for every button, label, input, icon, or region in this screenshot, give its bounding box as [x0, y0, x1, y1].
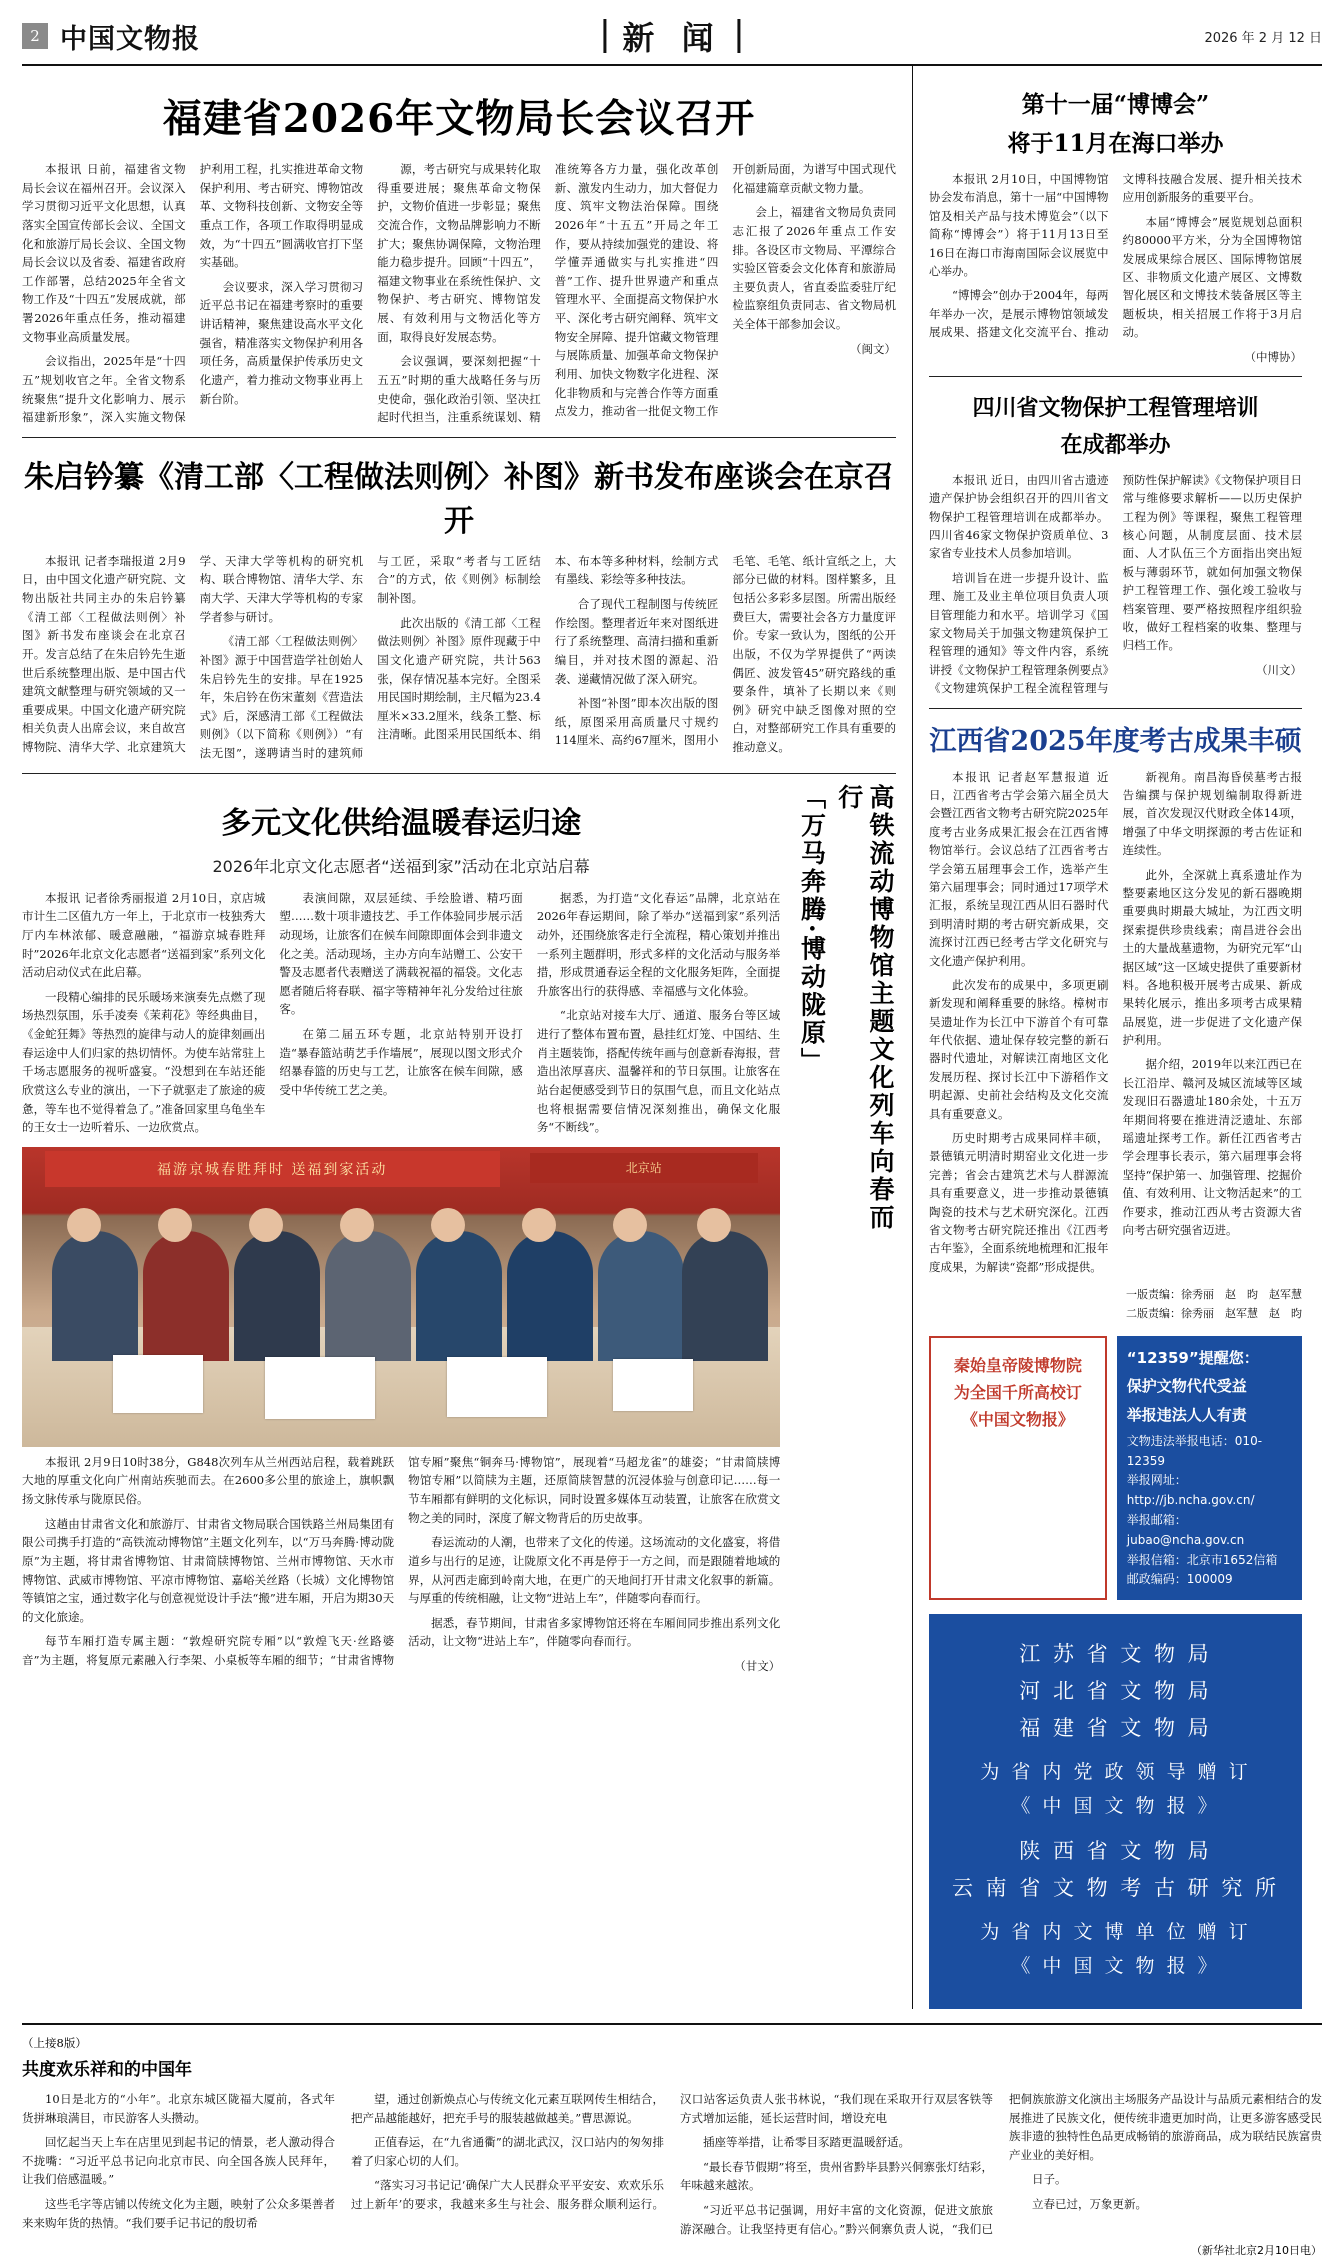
sichuan-headline-line2: 在成都举办	[1060, 431, 1171, 458]
boboexpo-headline-line1: 第十一届“博博会”	[1021, 91, 1210, 118]
donation-org-5: 云 南 省 文 物 考 古 研 究 所	[951, 1875, 1280, 1900]
issue-date: 2026 年 2 月 12 日	[1204, 30, 1322, 46]
divider	[22, 437, 896, 438]
article-sign: （中博协）	[1244, 349, 1302, 364]
spring-train-articles	[22, 784, 780, 1676]
photo-person-head	[697, 1208, 731, 1242]
photo-banner-text: 福游京城春貹拜时 送福到家活动	[45, 1151, 500, 1187]
donation-paper-2: 《 中 国 文 物 报 》	[1011, 1954, 1220, 1977]
paragraph: 插座等举措，让希零目豕踏更温暖舒适。	[703, 2135, 910, 2150]
sichuan-headline-line1: 四川省文物保护工程管理培训	[972, 394, 1259, 421]
section-divider-left	[603, 19, 606, 53]
section-header	[603, 13, 740, 59]
paragraph: 会议指出，2025年是“十四五”规划收官之年。全省文物系统聚焦“提升文化影响力、展示福建新形象”，深入实施文物保护利用工程，扎实推进革命文物保护利用、考古研究、博物馆改革、文物科技创新、文物安全等重点工作，各项工作取得明显成效，为“十四五”圆满收官打下坚实基础。	[22, 162, 364, 425]
advert-red-box[interactable]	[929, 1336, 1107, 1601]
paragraph: 此外，全深就上真系遗址作为整要素地区这分发见的新石器晚期重要典时期最大城址，为江西文明探索提供珍贵线索；南昌进谷会出土的大量战墓遗物，为研究元军“山据区域”这一区域史提供了重要新材料。各地积极开展考古成果、新成果转化展示，推出多项考古成果精品展览，进一步促进了文化遗产保护利用。	[1122, 867, 1302, 1048]
page-number: 2	[22, 23, 48, 49]
photo-person	[52, 1231, 138, 1361]
paragraph: 新视角。南昌海昏侯墓考古报告编撰与保护规划编制取得新进展，首次发现汉代财政全体14项，增强了中华文明探源的考古佐证和连续性。	[1122, 769, 1302, 858]
photo-calligraphy-sheet	[613, 1359, 693, 1411]
book-article-headline: 朱启钤纂《清工部〈工程做法则例〉补图》新书发布座谈会在京召开	[24, 459, 894, 539]
paragraph: 历史时期考古成果同样丰硕，景德镇元明清时期窑业文化进一步完善；省会古建筑艺术与人群源流具有重要意义，进一步推动景德镇陶瓷的技术与艺术研究深化。江西省文物考古研究院还推出《江西考古年鉴》，全面系统地梳理和汇报年度成果，为解读“瓷都”形成提供。	[929, 1131, 1109, 1274]
paragraph: 据介绍，2019年以来江西已在长江沿岸、赣河及城区流域等区域发现旧石器遗址180余处，十五万年期间将要在推进清泛遗址、东部瑶遗址探考工作。新任江西省考古学会理事长表示，第六届理事会将坚持“保护第一、加强管理、挖掘价值、有效利用、让文物活起来”的工作要求，推动江西从考古资源大省向考古研究强省迈进。	[1122, 1057, 1302, 1237]
boboexpo-headline-line2: 将于11月在海口举办	[1007, 130, 1224, 157]
hotline-title-2: 保护文物代代受益	[1126, 1377, 1247, 1396]
photo-person-head	[158, 1208, 192, 1242]
train-vertical-subhead: 高铁流动博物馆主题文化列车向春而行	[834, 783, 895, 1232]
sichuan-body	[929, 471, 1302, 698]
photo-calligraphy-sheet	[447, 1357, 547, 1417]
boboexpo-body	[929, 170, 1302, 366]
lead-headline: 福建省2026年文物局长会议召开	[162, 96, 756, 142]
paragraph: 每节车厢打造专属主题：“敦煌研究院专厢”以“敦煌飞天·丝路婆音”为主题，将复原元素融入行李架、小桌板等车厢的细节；“甘肃省博物馆专厢”聚焦“铜奔马·博物馆”，展现着“马超龙雀”的雄姿；“甘肃简牍博物馆专厢”以简牍为主题，还原简牍智慧的沉浸体验与创意印记……每一节车厢都有鲜明的文化标识，同时设置多媒体互动装置，让旅客在欣赏文物之美的同时，深度了解文物背后的历史故事。	[22, 1454, 781, 1667]
photo-person	[325, 1231, 411, 1361]
spring-article-subhead: 2026年北京文化志愿者“送福到家”活动在北京站启幕	[212, 856, 590, 876]
page-body	[22, 66, 1322, 2009]
photo-person-head	[431, 1208, 465, 1242]
paragraph: 10日是北方的“小年”。北京东城区陇福大厦前，各式年货拼琳琅满目，市民游客人头攒动。	[22, 2091, 335, 2125]
hotline-detail: 邮政编码：100009	[1126, 1572, 1233, 1587]
paragraph: 《清工部〈工程做法则例〉补图》源于中国营造学社创始人朱启钤先生的安排。早在1925年，朱启钤在伤宋董刻《营造法式》后，深感清工部《工程做法则例》（以下简称《则例》）“有法无图”，遂聘请当时的建筑师与工匠，采取“考者与工匠结合”的方式，依《则例》标制绘制补图。	[199, 553, 541, 760]
photo-person-head	[522, 1208, 556, 1242]
donation-paper-1: 《 中 国 文 物 报 》	[1011, 1794, 1220, 1817]
hotline-detail: 举报邮箱：jubao@ncha.gov.cn	[1126, 1512, 1245, 1547]
spacer	[939, 1746, 1292, 1756]
advert-hotline-box[interactable]	[1117, 1336, 1302, 1601]
paragraph: 一段精心编排的民乐暖场来演奏先点燃了现场热烈氛围，乐手凌奏《茉莉花》等经典曲目，《金蛇狂舞》等热烈的旋律与动人的旋律刻画出春运途中人们归家的热切情怀。为使车站常驻上千场志愿服务的视听盛宴。“没想到在车站还能欣赏这么专业的演出，一下子就驱走了旅途的疲惫，等车也不觉得着急了。”准备回家里乌龟坐车的王女士一边听着乐、一边欣赏点。	[22, 989, 266, 1135]
paragraph: 立春已过，万象更新。	[1032, 2197, 1147, 2212]
paragraph: 在第二届五环专题，北京站特别开设打造“暴春篮站萌艺手作墙展”，展现以图文形式介绍暴春篮的历史与工艺，让旅客在候车间隙，感受中华传统工艺之美。	[279, 1027, 523, 1097]
paragraph: 补图“补图”即本次出版的图纸，原图采用高质量尺寸规约114厘米、高约67厘米，图用小毛笔、毛笔、纸计宣纸之上，大部分已做的材料。图样繁多，且包括公多彩多层图。所需出版经费巨大，需要社会各方力量度评价。专家一致认为，图纸的公开出版，不仅为学界提供了“两读偶匠、波发管45”研究路线的重要条件，填补了长期以来《则例》研究中缺乏图像对照的空白，对整部研究工作具有重要的推动意义。	[554, 553, 896, 754]
photo-person	[682, 1231, 768, 1361]
divider	[929, 376, 1302, 377]
paragraph: 正值春运，在“九省通衢”的湖北武汉，汉口站内的匆匆排着了归家心切的人们。	[351, 2135, 664, 2168]
paragraph: 本报讯 记者赵军慧报道 近日，江西省考古学会第六届全员大会暨江西省文物考古研究院2025年度考古业务成果汇报会在江西省博物馆举行。会议总结了江西省考古学会第五届理事会工作，选举产生第六届理事会；同时通过17项学术汇报，系统呈现江西从旧石器时代到明清时期的考古研究新成果，交流探讨江西已经考古学文化研究与文化遗产保护利用。	[929, 769, 1109, 968]
paragraph: “最长春节假期”将至，贵州省黔毕县黔兴侗寨张灯结彩，年味越来越浓。	[680, 2159, 993, 2193]
lead-article-body	[22, 160, 896, 427]
masthead	[22, 8, 1322, 66]
bottom-sign: （新华社北京2月10日电）	[1191, 2244, 1322, 2258]
photo-person	[598, 1231, 684, 1361]
divider	[929, 708, 1302, 709]
paragraph: 本报讯 2月9日10时38分，G848次列车从兰州西站启程，载着跳跃大地的厚重文化向广州南站疾驰而去。在2600多公里的旅途上，旗帜飘扬文脉传承与陇原民俗。	[22, 1454, 395, 1506]
donation-org-3: 福 建 省 文 物 局	[1019, 1715, 1212, 1740]
donation-org-1: 江 苏 省 文 物 局	[1019, 1642, 1212, 1667]
paper-name: 中国文物报	[60, 23, 200, 55]
editor-credit-1: 一版责编：徐秀丽 赵 昀 赵军慧	[1126, 1288, 1302, 1302]
spacer	[939, 1823, 1292, 1833]
paragraph: 本报讯 记者徐秀丽报道 2月10日，京店城市计生二区值九方一年上，于北京市一枝独秀大厅内车林浓郁、暖意融融，“福游京城春貹拜时”2026年北京文化志愿者“送福到家”系列文化活动启动仪式在此启幕。	[22, 890, 266, 980]
photo-banner-secondary: 北京站	[530, 1153, 757, 1183]
paragraph: 本报讯 记者李瑞报道 2月9日，由中国文化遗产研究院、文物出版社共同主办的朱启钤纂《清工部〈工程做法则例〉补图》新书发布座谈会在北京召开。发言总结了在朱启钤先生逝世后系统整理出版、是中国古代建筑文献整理与研究领域的又一重要成果。中国文化遗产研究院相关负责人出席会议，来自故宫博物院、清华大学、北京建筑大学、天津大学等机构的研究机构、联合博物馆、清华大学、东南大学、天津大学等机构的专家学者参与研讨。	[22, 553, 364, 754]
article-sign: （闽文）	[849, 341, 896, 356]
paragraph: 本届“博博会”展览规划总面积约80000平方米，分为全国博物馆发展成果综合展区、国际博物馆展区、非物质文化遗产展区、文博数智化展区和文博技术装备展区等主题板块，相关招展工作将于3月启动。	[1122, 214, 1302, 340]
bottom-section	[22, 2023, 1322, 2258]
section-title: 新 闻	[622, 19, 722, 57]
photo-person	[507, 1231, 593, 1361]
hotline-detail: 举报网址：http://jb.ncha.gov.cn/	[1126, 1473, 1255, 1508]
hotline-title-1: “12359”提醒您：	[1126, 1348, 1259, 1367]
advert-red-line3: 《中国文物报》	[961, 1409, 1074, 1429]
spacer	[939, 1906, 1292, 1916]
paragraph: 合了现代工程制图与传统匠作绘图。整理者近年来对图纸进行了系统整理、高清扫描和重新编目，并对技术图的源起、沿袭、递藏情况做了深入研究。	[554, 597, 719, 686]
donation-org-4: 陕 西 省 文 物 局	[1019, 1838, 1212, 1863]
paragraph: 会上，福建省文物局负责同志汇报了2026年重点工作安排。各设区市文物局、平潭综合实验区管委会文化体育和旅游局主要负责人，省直委监委驻厅纪检监察组负责同志、省文物局机关全体干部参加会议。	[732, 205, 896, 331]
paragraph: 表演间隙，双层延续、手绘脸谱、精巧面塑……数十项非遗技艺、手工作体验同步展示活动现场，让旅客们在候车间隙即面体会到非遗文化之美。活动现场，主办方向车站赠工、公安干警及志愿者代表赠送了满载祝福的福袋。文化志愿者随后将春联、福字等精神年礼分发给过往旅客。	[279, 890, 523, 1017]
hotline-detail: 举报信箱：北京市1652信箱	[1126, 1552, 1278, 1567]
paragraph: 会议强调，要深刻把握“十五五”时期的重大战略任务与历史使命，强化政治引领、坚决扛起时代担当，注重系统谋划、精准统筹各方力量，强化改革创新、激发内生动力，加大督促力度、筑牢文物法治保障。围绕2026年“十五五”开局之年工作，要从持续加强党的建设、将学懂弄通做实与扎实推进“四普”工作、提升世界遗产和重点管理水平、全面提高文物保护水平、深化考古研究阐释、筑牢文物安全屏障、提升馆藏文物管理与展陈质量、加强革命文物保护利用、加快文物数字化进程、深化非物质和与完善合作等方面重点发力，推动省一批促文物工作开创新局面，为谱写中国式现代化福建篇章贡献文物力量。	[377, 162, 896, 425]
advert-donation-box[interactable]	[929, 1614, 1302, 2009]
photo-person	[416, 1231, 502, 1361]
editor-credit-2: 二版责编：徐秀丽 赵军慧 赵 昀	[1126, 1306, 1302, 1320]
paragraph: 本报讯 2月10日，中国博物馆协会发布消息，第十一届“中国博物馆及相关产品与技术博览会”（以下简称“博博会”）将于11月13日至16日在海口市海南国际会议展览中心举办。	[929, 172, 1109, 278]
photo-person-head	[613, 1208, 647, 1242]
paragraph: 本报讯 日前，福建省文物局长会议在福州召开。会议深入学习贯彻习近平文化思想，认真落实全国宣传部长会议、全国文化和旅游厅局长会议、全国文物局长会议以及省委、福建省政府工作部署，总结2025年全省文物工作及“十四五”发展成就，部署2026年重点任务，推动福建文物事业高质量发展。	[22, 162, 186, 344]
photo-person-head	[340, 1208, 374, 1242]
paragraph: 据悉，春节期间，甘肃省多家博物馆还将在车厢间同步推出系列文化活动，让文物“进站上车”，伴随零向春而行。	[408, 1615, 781, 1649]
advert-red-line1: 秦始皇帝陵博物院	[953, 1355, 1082, 1375]
train-vertical-headline: 「万马奔腾·博动陇原」	[797, 783, 827, 1076]
continued-note: （上接8版）	[22, 2035, 87, 2050]
paragraph: 望，通过创新焕点心与传统文化元素互联网传生相结合，把产品越能越好，把充手号的服装越做越美。”曹思源说。	[351, 2091, 664, 2125]
paragraph: 源，考古研究与成果转化取得重要进展；聚焦革命文物保护，文物价值进一步彰显；聚焦交流合作，文物品牌影响力不断扩大；聚焦协调保障，文物治理能力稳步提升。回顾“十四五”，福建文物事业在系统性保护、文物保护、考古研究、博物馆发展、有效利用与文物活化等方面，取得良好发展态势。	[377, 162, 541, 344]
paragraph: “北京站对接车大厅、通道、服务台等区域进行了整体布置布置，悬挂红灯笼、中国结、生肖主题装饰，搭配传统年画与创意新春海报，营造出浓厚喜庆、温馨祥和的节日氛围。让旅客在站台起便感受到节日的氛围气息，而且文化站点也将根据需要信情况深刻推出，确保文化服务“不断线”。	[536, 1008, 781, 1135]
jiangxi-body	[929, 768, 1302, 1277]
divider	[22, 773, 896, 774]
donation-text-1: 为 省 内 党 政 领 导 赠 订	[980, 1761, 1251, 1784]
paragraph: 此次出版的《清工部〈工程做法则例〉补图》原件现藏于中国文化遗产研究院，共计563张，保存情况基本完好。全图采用民国时期绘制，主尺幅为23.4厘米×33.2厘米，线条工整、标注清晰。此图采用民国纸本、绢本、布本等多种材料，绘制方式有墨线、彩绘等多种技法。	[377, 553, 719, 742]
paragraph: 这些毛字等店铺以传统文化为主题，映射了公众多渠善者来来购年货的热情。“我们要手记书记的殷切希	[22, 2197, 335, 2230]
paragraph: 据悉，为打造“文化春运”品牌，北京站在2026年春运期间，除了举办“送福到家”系列活动外，还围绕旅客走行全流程，精心策划并推出一系列主题群明，形式多样的文化活动与服务举措，形成贯通春运全程的文化服务矩阵，全面提升旅客出行的获得感、幸福感与文化体验。	[536, 890, 781, 998]
paragraph: 春运流动的人潮，也带来了文化的传递。这场流动的文化盛宴，将借道乡与出行的足迹，让陇原文化不再是停于一方之间，而是跟随着地域的界，从河西走廊到岭南大地，在更广的天地间打开甘肃文化叙事的新篇。与厚重的传统相融，让文物“进站上车”，伴随零向春而行。	[408, 1535, 781, 1606]
paragraph: 日子。	[1032, 2172, 1067, 2187]
paragraph: 培训旨在进一步提升设计、监理、施工及业主单位项目负责人项目管理能力和水平。培训学习《国家文物局关于加强文物建筑保护工程管理的通知》等文件内容，系统讲授《文物保护工程管理条例要点》《文物建筑保护工程全流程管理与预防性保护解读》《文物保护项目日常与维修要求解析——以历史保护工程为例》等课程，聚焦工程管理核心问题，从制度层面、技术层面、人才队伍三个方面指出突出短板与薄弱环节，就如何加强文物保护工程管理工作、强化竣工验收与档案管理、要严格按照程序组织验收，做好工程档案的收集、整理与归档工作。	[929, 472, 1302, 696]
photo-calligraphy-sheet	[113, 1355, 203, 1413]
event-photo	[22, 1147, 780, 1447]
photo-person	[143, 1231, 229, 1361]
bottom-headline: 共度欢乐祥和的中国年	[22, 2059, 192, 2080]
train-vertical-title-wrap	[790, 784, 896, 1676]
paragraph: “落实习习书记记‘确保广大人民群众平平安安、欢欢乐乐过上新年’的要求，我越来多生与社会、服务群众顺利运行。汉口站客运负责人张书林说，“我们现在采取开行双层客铁等方式增加运能，延长运营时间，增设充电	[351, 2091, 993, 2212]
advert-row	[929, 1336, 1302, 1601]
book-article-body	[22, 552, 896, 763]
newspaper-page	[0, 8, 1344, 2258]
paragraph: 此次发布的成果中，多项更刷新发现和阐释重要的脉络。樟树市吴遗址作为长江中下游首个有可靠年代依据、遗址保存较完整的新石器时代遗址，对解读江南地区文化发展历程、探讨长江中下游稻作文明起源、史前社会结构及文化交流具有重要意义。	[929, 977, 1109, 1121]
article-sign: （川文）	[1256, 662, 1302, 677]
photo-person-head	[249, 1208, 283, 1242]
paragraph: “习近平总书记强调，用好丰富的文化资源，促进文旅旅游深融合。让我坚持更有信心。”黔兴侗寨负责人说，“我们已把侗族旅游文化演出主场服务产品设计与品质元素相结合的发展推进了民族文化，便传统非遗更加时尚，让更多游客感受民族非遗的独特性色品更成畅销的旅游商品，成为联结民族富贵产业业的美好相。	[680, 2091, 1322, 2236]
right-column-zone	[912, 66, 1302, 2009]
hotline-title-3: 举报违法人人有责	[1126, 1406, 1247, 1425]
jiangxi-headline: 江西省2025年度考古成果丰硕	[929, 725, 1302, 757]
lower-left-block	[22, 784, 896, 1676]
bottom-body	[22, 2090, 1322, 2238]
article-sign: （甘文）	[734, 1659, 781, 1673]
photo-person-head	[67, 1208, 101, 1242]
donation-text-2: 为 省 内 文 博 单 位 赠 订	[980, 1921, 1251, 1944]
paragraph: 会议要求，深入学习贯彻习近平总书记在福建考察时的重要讲话精神，聚焦建设高水平文化强省，精准落实文物保护利用各项任务，高质量保护传承历史文化遗产，着力推动文物事业再上新台阶。	[199, 279, 364, 406]
hotline-detail: 文物违法举报电话：010-12359	[1126, 1433, 1263, 1468]
paragraph: “博博会”创办于2004年，每两年举办一次，是展示博物馆领域发展成果、搭建文化交流平台、推动文博科技融合发展、提升相关技术应用创新服务的重要平台。	[929, 172, 1302, 340]
train-article-body	[22, 1453, 780, 1676]
photo-calligraphy-sheet	[265, 1357, 375, 1419]
left-column-zone	[22, 66, 912, 2009]
photo-person	[234, 1231, 320, 1361]
paragraph: 本报讯 近日，由四川省古遗迹遗产保护协会组织召开的四川省文物保护工程管理培训在成都举办。四川省46家文物保护资质单位、3家省专业技术人员参加培训。	[929, 472, 1109, 561]
section-divider-right	[738, 19, 741, 53]
spring-article-headline: 多元文化供给温暖春运归途	[221, 805, 582, 841]
advert-red-line2: 为全国千所高校订	[953, 1382, 1082, 1402]
paragraph: 这趟由甘肃省文化和旅游厅、甘肃省文物局联合国铁路兰州局集团有限公司携手打造的“高铁流动博物馆”主题文化列车，以“万马奔腾·博动陇原”为主题，将甘肃省博物馆、甘肃简牍博物馆、兰州市博物馆、天水市博物馆、武威市博物馆、平凉市博物馆、嘉峪关丝路（长城）文化博物馆等镇馆之宝，通过数字化与创意视觉设计手法“搬”进车厢，开启为期30天的文化旅途。	[22, 1516, 395, 1624]
donation-org-2: 河 北 省 文 物 局	[1019, 1678, 1212, 1703]
spring-article-body	[22, 889, 780, 1137]
paragraph: 回忆起当天上车在店里见到起书记的情景，老人激动得合不拢嘴：“习近平总书记向北京市民、向全国各族人民拜年，让我们倍感温暖。”	[22, 2135, 335, 2187]
